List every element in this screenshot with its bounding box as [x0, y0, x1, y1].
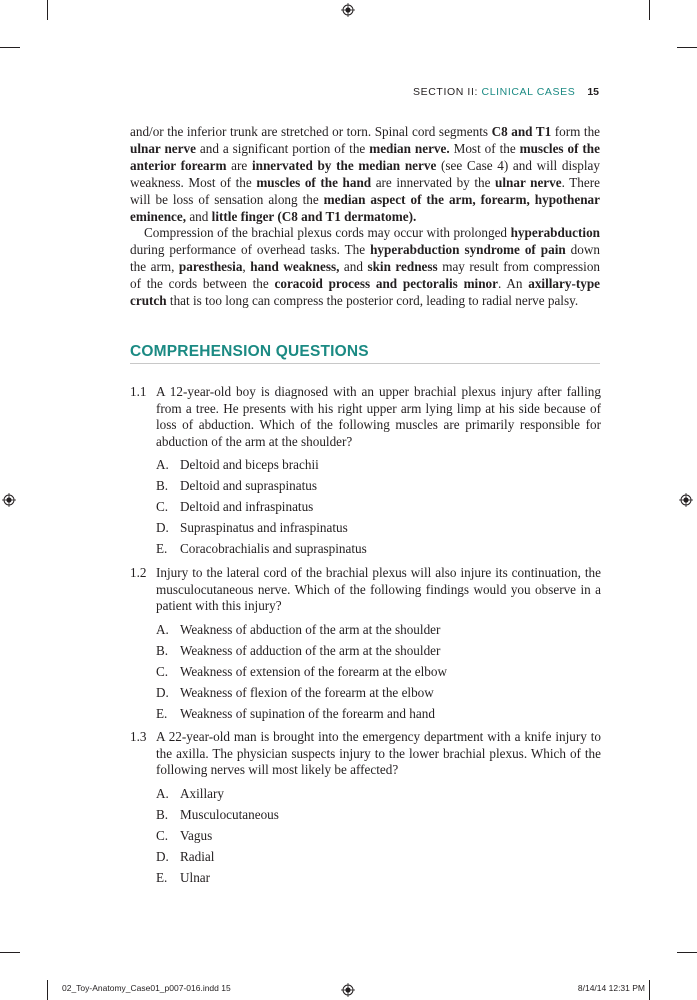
option-letter: B. — [156, 478, 169, 494]
question-1-2 — [130, 565, 601, 724]
paragraph-1 — [130, 124, 600, 225]
crop-mark — [0, 47, 20, 48]
answer-option — [156, 517, 601, 538]
bold-term: ulnar nerve — [130, 140, 196, 156]
option-text: Ulnar — [180, 869, 211, 885]
text-run: and — [186, 208, 212, 224]
option-text: Weakness of abduction of the arm at the shoulder — [180, 621, 441, 637]
answer-options — [156, 619, 601, 724]
bold-term: muscles of the hand — [256, 174, 372, 190]
crop-mark — [47, 0, 48, 20]
text-run: , — [242, 259, 251, 275]
text-run: and a significant portion of the — [195, 140, 370, 156]
option-text: Weakness of supination of the forearm and hand — [180, 705, 435, 721]
option-text: Vagus — [180, 827, 213, 843]
text-run: down the arm, — [130, 242, 600, 275]
bold-term: C8 and T1 — [491, 124, 552, 139]
crop-mark — [649, 980, 650, 1000]
bold-term: coracoid process and pectoralis minor — [274, 276, 499, 292]
option-letter: A. — [156, 621, 169, 637]
crop-mark — [677, 952, 697, 953]
option-text: Deltoid and supraspinatus — [180, 478, 317, 494]
answer-option — [156, 619, 601, 640]
page-number: 15 — [587, 86, 599, 98]
option-text: Weakness of extension of the forearm at the elbow — [180, 663, 447, 679]
bold-term: axillary-type crutch — [130, 276, 601, 309]
option-letter: E. — [156, 541, 168, 557]
option-letter: C. — [156, 663, 169, 679]
option-letter: E. — [156, 869, 168, 885]
text-run: Most of the — [449, 140, 520, 156]
bold-term: median aspect of the arm, forearm, hypothenar eminence, — [130, 191, 600, 224]
question-number: 1.1 — [130, 384, 147, 399]
option-letter: D. — [156, 520, 169, 536]
option-text: Weakness of adduction of the arm at the shoulder — [180, 642, 441, 658]
answer-options — [156, 454, 601, 559]
question-number: 1.2 — [130, 565, 147, 580]
option-letter: A. — [156, 785, 169, 801]
text-run: form the — [551, 124, 601, 139]
bold-term: muscles of the anterior forearm — [130, 140, 600, 173]
answer-options — [156, 783, 601, 888]
option-text: Weakness of flexion of the forearm at the elbow — [180, 684, 434, 700]
paragraph-2 — [130, 225, 600, 310]
bold-term: hyperabduction syndrome of pain — [370, 242, 566, 258]
bold-term: innervated by the median nerve — [251, 157, 437, 173]
text-run: . There will be loss of sensation along the — [130, 174, 600, 207]
text-run: may result from compression of the cords between the — [130, 259, 601, 292]
registration-mark-icon — [341, 983, 355, 997]
answer-option — [156, 703, 601, 724]
section-title: COMPREHENSION QUESTIONS — [130, 343, 600, 364]
bold-term: little finger (C8 and T1 dermatome). — [211, 208, 417, 224]
answer-option — [156, 475, 601, 496]
footer-filename: 02_Toy-Anatomy_Case01_p007-016.indd 15 — [62, 983, 231, 993]
answer-option — [156, 640, 601, 661]
question-1-3 — [130, 729, 601, 888]
option-letter: B. — [156, 642, 169, 658]
answer-option — [156, 867, 601, 888]
bold-term: skin redness — [367, 259, 438, 275]
option-text: Supraspinatus and infraspinatus — [180, 520, 348, 536]
option-text: Deltoid and infraspinatus — [180, 499, 314, 515]
crop-mark — [649, 0, 650, 20]
option-letter: D. — [156, 684, 169, 700]
text-run: and — [339, 259, 368, 275]
option-text: Radial — [180, 848, 215, 864]
body-text — [130, 124, 600, 310]
text-run: are innervated by the — [371, 174, 496, 190]
option-text: Axillary — [180, 785, 224, 801]
text-run: and/or the inferior trunk are stretched or torn. Spinal cord segments — [130, 124, 492, 139]
bold-term: ulnar nerve — [495, 174, 562, 190]
crop-mark — [47, 980, 48, 1000]
answer-option — [156, 496, 601, 517]
bold-term: hyperabduction — [510, 225, 600, 241]
option-letter: C. — [156, 827, 169, 843]
text-run: that is too long can compress the posterior cord, leading to radial nerve palsy. — [166, 293, 579, 309]
option-text: Coracobrachialis and supraspinatus — [180, 541, 367, 557]
text-run: . An — [498, 276, 529, 292]
question-number: 1.3 — [130, 729, 147, 744]
registration-mark-icon — [2, 493, 16, 507]
option-letter: B. — [156, 806, 169, 822]
answer-option — [156, 682, 601, 703]
text-run: Compression of the brachial plexus cords may occur with prolonged — [144, 225, 511, 241]
answer-option — [156, 783, 601, 804]
answer-option — [156, 846, 601, 867]
answer-option — [156, 538, 601, 559]
question-stem: A 22-year-old man is brought into the emergency department with a knife injury to the axilla. The physician suspects injury to the lower brachial plexus. Which of the following nerves will most likely be affected? — [156, 729, 601, 778]
running-header — [413, 86, 599, 98]
section-prefix: SECTION II: — [413, 86, 482, 98]
answer-option — [156, 825, 601, 846]
question-stem: A 12-year-old boy is diagnosed with an upper brachial plexus injury after falling from a tree. He presents with his right upper arm lying limp at his side because of loss of abduction. Which of the following muscles are primarily responsible for abduction of the arm at the shoulder? — [156, 384, 601, 449]
text-run: are — [226, 157, 252, 173]
bold-term: hand weakness, — [250, 259, 340, 275]
question-stem: Injury to the lateral cord of the brachial plexus will also injure its continuation, the musculocutaneous nerve. Which of the following findings would you observe in a patient with this injury? — [156, 565, 601, 614]
bold-term: paresthesia — [178, 259, 243, 275]
option-text: Musculocutaneous — [180, 806, 279, 822]
answer-option — [156, 804, 601, 825]
option-text: Deltoid and biceps brachii — [180, 457, 319, 473]
bold-term: median nerve. — [369, 140, 450, 156]
option-letter: D. — [156, 848, 169, 864]
crop-mark — [0, 952, 20, 953]
section-name: CLINICAL CASES — [481, 86, 576, 98]
registration-mark-icon — [341, 3, 355, 17]
answer-option — [156, 661, 601, 682]
answer-option — [156, 454, 601, 475]
registration-mark-icon — [679, 493, 693, 507]
text-run: during performance of overhead tasks. The — [130, 242, 371, 258]
option-letter: C. — [156, 499, 169, 515]
footer-timestamp: 8/14/14 12:31 PM — [577, 983, 645, 993]
crop-mark — [677, 47, 697, 48]
question-1-1 — [130, 384, 601, 559]
text-run: (see Case 4) and will display weakness. Most of the — [130, 157, 600, 190]
option-letter: A. — [156, 457, 169, 473]
option-letter: E. — [156, 705, 168, 721]
